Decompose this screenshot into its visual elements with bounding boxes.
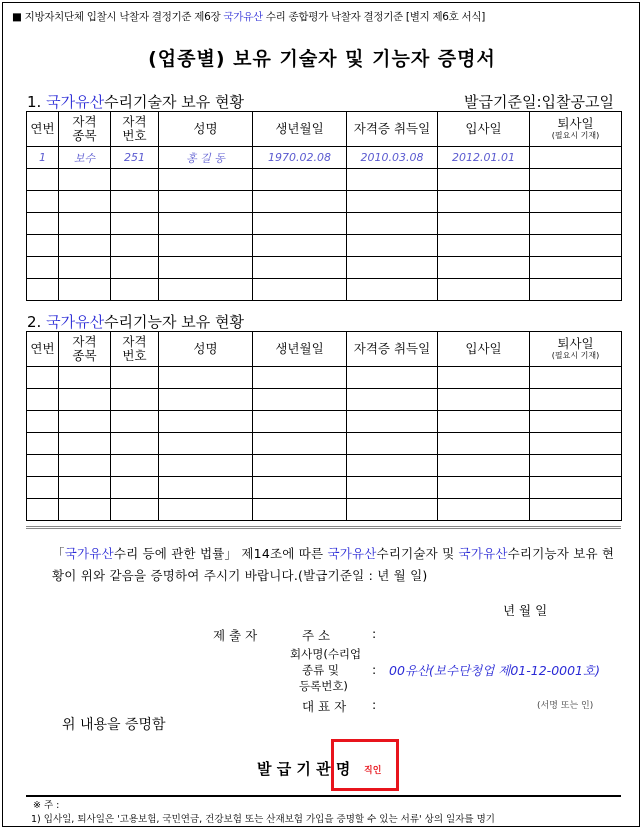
col-qual-type: 자격 종목 [59, 332, 111, 367]
table-row [27, 191, 622, 213]
submitter-label: 제 출 자 [213, 628, 258, 643]
issuer-label: 발 급 기 관 명 [257, 760, 351, 778]
col-no: 연번 [27, 332, 59, 367]
table-row [27, 477, 622, 499]
cell: 1 [27, 147, 59, 169]
table-row [27, 147, 622, 169]
table-row [27, 455, 622, 477]
table-row [27, 411, 622, 433]
submit-date: 년 월 일 [503, 603, 548, 618]
col-qual-date: 자격증 취득일 [347, 332, 438, 367]
col-no: 연번 [27, 112, 59, 147]
col-join: 입사일 [438, 112, 530, 147]
cell: 2010.03.08 [347, 147, 438, 169]
company-value: 00유산(보수단청업 제01-12-0001호) [389, 663, 600, 678]
col-qual-type: 자격 종목 [59, 112, 111, 147]
table-row [27, 213, 622, 235]
page-title: (업종별) 보유 기술자 및 기능자 증명서 [148, 48, 496, 70]
issue-basis-date: 발급기준일:입찰공고일 [464, 93, 614, 111]
col-leave: 퇴사일 (필요시 기재) [530, 332, 622, 367]
company-label-line1: 회사명(수리업 [290, 647, 362, 661]
address-label: 주 소 [302, 628, 331, 643]
col-name: 성명 [159, 112, 253, 147]
col-qual-date: 자격증 취득일 [347, 112, 438, 147]
table-row [27, 257, 622, 279]
cell: 2012.01.01 [438, 147, 530, 169]
table-row [27, 433, 622, 455]
craftsman-table [26, 331, 622, 521]
table-row [27, 499, 622, 521]
notes-header: ※ 주 : [33, 800, 60, 811]
company-label-line3: 등록번호) [299, 679, 348, 693]
sign-note: (서명 또는 인) [537, 701, 594, 711]
note-1: 1) 입사일, 퇴사일은 '고용보험, 국민연금, 건강보험 또는 산재보험 가입을 증명할 수 있는 서류' 상의 일자를 명기 [31, 814, 495, 825]
col-join: 입사일 [438, 332, 530, 367]
cell: 251 [111, 147, 159, 169]
notes-divider [26, 795, 621, 797]
certify-text: 위 내용을 증명함 [62, 717, 166, 733]
address-colon: : [372, 626, 377, 641]
technician-table [26, 111, 622, 301]
company-colon: : [372, 662, 377, 677]
table-row [27, 235, 622, 257]
table-row [27, 367, 622, 389]
certification-request-text: 「국가유산수리 등에 관한 법률」 제14조에 따른 국가유산수리기술자 및 국가유산수리기능자 보유 현황이 위와 같음을 증명하여 주시기 바랍니다.(발급기준일 : 년 월 일) [52, 546, 615, 583]
company-label-line2: 종류 및 [302, 663, 339, 677]
ceo-label: 대 표 자 [302, 699, 347, 714]
cell: 홍 길 동 [159, 147, 253, 169]
section-1-heading: 1. 국가유산수리기술자 보유 현황 [27, 93, 245, 111]
ceo-colon: : [372, 697, 377, 712]
seal-label: 직인 [364, 766, 382, 776]
col-leave: 퇴사일 (필요시 기재) [530, 112, 622, 147]
cell [530, 147, 622, 169]
section-divider [26, 526, 621, 529]
table-header-row [27, 112, 622, 147]
col-name: 성명 [159, 332, 253, 367]
col-qual-no: 자격 번호 [111, 332, 159, 367]
col-qual-no: 자격 번호 [111, 112, 159, 147]
table-row [27, 279, 622, 301]
cell: 보수 [59, 147, 111, 169]
table-row [27, 389, 622, 411]
table-header-row [27, 332, 622, 367]
cell: 1970.02.08 [253, 147, 347, 169]
col-birth: 생년월일 [253, 112, 347, 147]
section-2-heading: 2. 국가유산수리기능자 보유 현황 [27, 313, 245, 331]
col-birth: 생년월일 [253, 332, 347, 367]
table-row [27, 169, 622, 191]
form-reference: ■ 지방자치단체 입찰시 낙찰자 결정기준 제6장 국가유산 수리 종합평가 낙찰자 결정기준 [별지 제6호 서식] [12, 11, 486, 23]
